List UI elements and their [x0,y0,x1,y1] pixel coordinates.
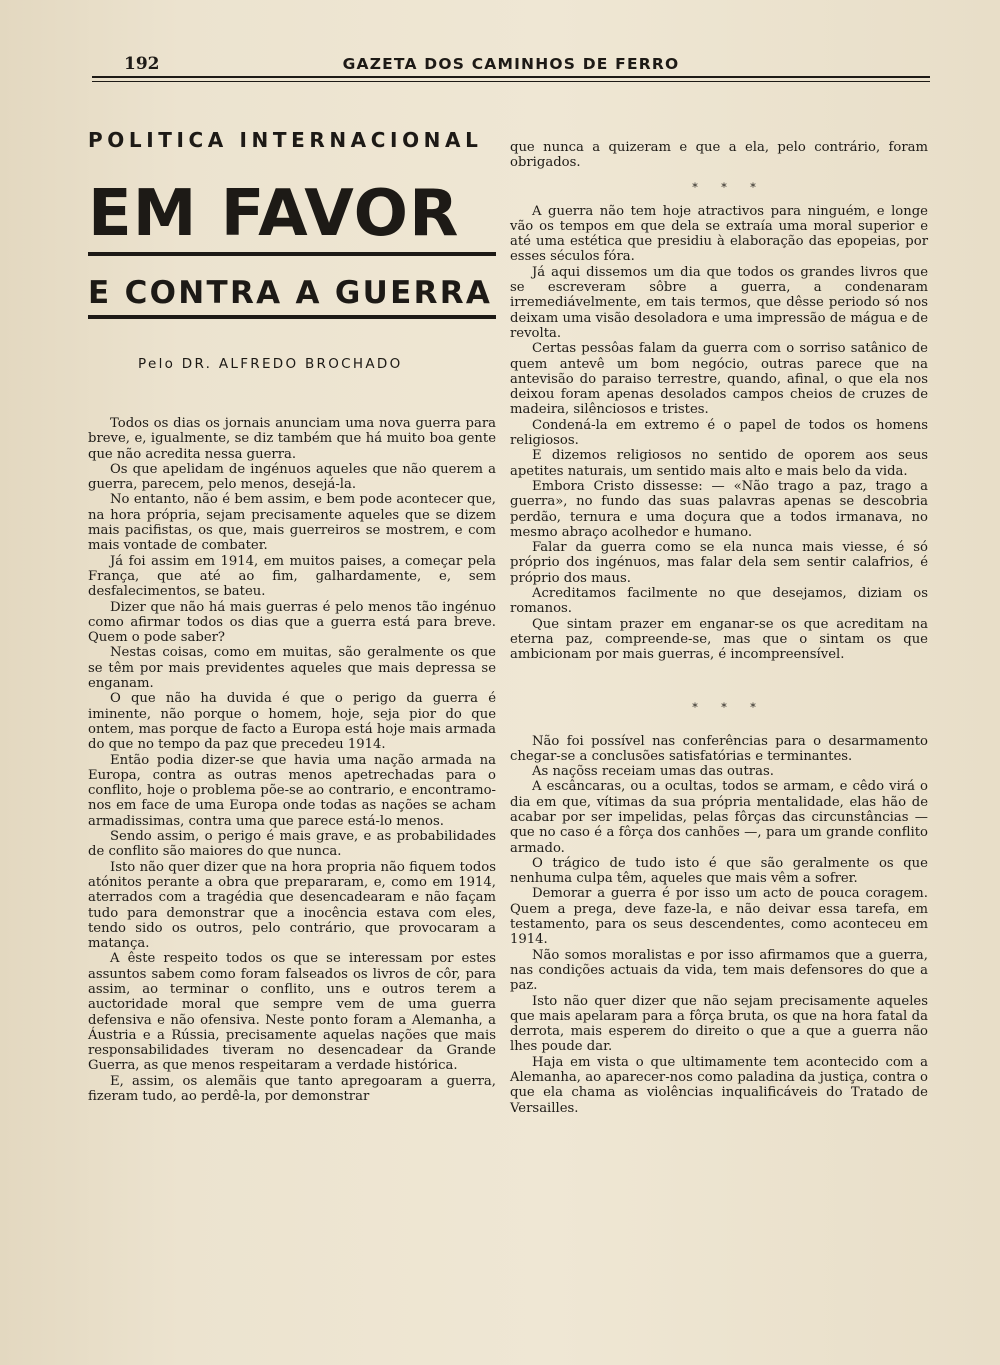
paragraph: Embora Cristo dissesse: — «Não trago a paz, trago a guerra», no fundo das suas palavras apenas se descobria perdão, ternura e uma doçura que a todos irmanava, no mesmo abraço acolhedor e humano. [510,478,928,540]
paragraph: Certas pessôas falam da guerra com o sorriso satânico de quem antevê um bom negócio, outras parece que na antevisão do paraiso terrestre, quando, afinal, o que ela nos deixou foram apenas desolados campos cheios de cruzes de madeira, silênciosos e tristes. [510,341,928,418]
paragraph: Isto não quer dizer que na hora propria não fiquem todos atónitos perante a obra que prepararam, e, como em 1914, aterrados com a tragédia que desencadearam e não façam tudo para demonstrar que a inocência estava com eles, tendo sido os outros, pelo contrário, que provocaram a matança. [88,859,496,952]
paragraph: Não somos moralistas e por isso afirmamos que a guerra, nas condições actuais da vida, tem mais defensores do que a paz. [510,947,928,994]
journal-title: GAZETA DOS CAMINHOS DE FERRO [342,55,680,73]
paragraph: E, assim, os alemãis que tanto apregoaram a guerra, fizeram tudo, ao perdê-la, por demonstrar [88,1073,496,1105]
paragraph: A êste respeito todos os que se interessam por estes assuntos sabem como foram falseados os livros de côr, para assim, ao terminar o conflito, uns e outros terem a auctoridade moral que sempre vem de uma guerra defensiva e não ofensiva. Neste ponto foram a Alemanha, a Áustria e a Rússia, precisamente aquelas nações que mais responsabilidades tiveram no desencadear da Grande Guerra, as que menos respeitaram a verdade histórica. [88,951,496,1074]
section-separator: * * * [692,180,766,194]
paragraph: O que não ha duvida é que o perigo da guerra é iminente, não porque o homem, hoje, seja pior do que ontem, mas porque de facto a Europa está hoje mais armada do que no tempo da paz que precedeu 1914. [88,691,496,753]
byline: Pelo DR. ALFREDO BROCHADO [138,356,403,372]
paragraph: Então podia dizer-se que havia uma nação armada na Europa, contra as outras menos apetrechadas para o conflito, hoje o problema põe-se ao contrario, e encontramo-nos em face de uma Europa onde todas as nações se acham armadissimas, contra uma que parece está-lo menos. [88,752,496,829]
left-body [88,416,496,1104]
paragraph: A escâncaras, ou a ocultas, todos se armam, e cêdo virá o dia em que, vítimas da sua própria mentalidade, elas hão de acabar por ser impelidas, pelas fôrças das circunstâncias — que no caso é a fôrça dos canhões —, para um grande conflito armado. [510,779,928,856]
paragraph: Dizer que não há mais guerras é pelo menos tão ingénuo como afirmar todos os dias que a guerra está para breve. Quem o pode saber? [88,599,496,646]
headline-rule [88,252,496,256]
paragraph: Que sintam prazer em enganar-se os que acreditam na eterna paz, compreende-se, mas que o sintam os que ambicionam por mais guerras, é incompreensível. [510,616,928,663]
paragraph: Os que apelidam de ingénuos aqueles que não querem a guerra, parecem, pelo menos, desejá-la. [88,461,496,493]
paragraph: Haja em vista o que ultimamente tem acontecido com a Alemanha, ao aparecer-nos como paladina da justiça, contra o que ela chama as violências inqualificáveis do Tratado de Versailles. [510,1054,928,1116]
article-subheadline: E CONTRA A GUERRA [88,275,493,311]
page-number: 192 [124,54,160,74]
header-rule [92,76,930,78]
paragraph: Falar da guerra como se ela nunca mais viesse, é só próprio dos ingénuos, mas falar dela sem sentir calafrios, é próprio dos maus. [510,540,928,586]
paragraph: Todos os dias os jornais anunciam uma nova guerra para breve, e, igualmente, se diz também que há muito boa gente que não acredita nessa guerra. [88,416,496,462]
paragraph: As naçõss receiam umas das outras. [532,764,774,780]
paragraph-continuation: que nunca a quizeram e que a ela, pelo contrário, foram obrigados. [510,140,928,171]
header-rule-thin [92,81,930,82]
paragraph: No entanto, não é bem assim, e bem pode acontecer que, na hora própria, sejam precisamente aqueles que se dizem mais pacifistas, os que, mais guerreiros se mostrem, e com mais vontade de combater. [88,492,496,554]
section-label: POLITICA INTERNACIONAL [88,128,483,152]
right-column [510,140,928,1116]
paragraph: Nestas coisas, como em muitas, são geralmente os que se têm por mais previdentes aqueles que mais depressa se enganam. [88,645,496,692]
left-column [88,128,496,1104]
paragraph: Já foi assim em 1914, em muitos paises, a começar pela França, que até ao fim, galhardamente, e, sem desfalecimentos, se bateu. [88,553,496,600]
paragraph: Condená-la em extremo é o papel de todos os homens religiosos. [510,417,928,449]
paragraph: O trágico de tudo isto é que são geralmente os que nenhuma culpa têm, aqueles que mais vêm a sofrer. [510,855,928,887]
section-separator: * * * [692,700,766,714]
paragraph: Acreditamos facilmente no que desejamos, diziam os romanos. [510,586,928,617]
paragraph: Já aqui dissemos um dia que todos os grandes livros que se escreveram sôbre a guerra, a condenaram irremediávelmente, em tais termos, que dêsse periodo só nos deixam uma visão desoladora e uma impressão de mágua e de revolta. [510,264,928,341]
paragraph: Demorar a guerra é por isso um acto de pouca coragem. Quem a prega, deve faze-la, e não deivar essa tarefa, em testamento, para os seus descendentes, como aconteceu em 1914. [510,886,928,948]
paragraph: E dizemos religiosos no sentido de oporem aos seus apetites naturais, um sentido mais alto e mais belo da vida. [510,448,928,479]
article-headline: EM FAVOR [88,177,460,251]
paragraph: Não foi possível nas conferências para o desarmamento chegar-se a conclusões satisfatórias e terminantes. [510,733,928,764]
subheadline-rule [88,315,496,319]
paragraph: Sendo assim, o perigo é mais grave, e as probabilidades de conflito são maiores do que nunca. [88,829,496,860]
page-header [92,50,930,86]
paragraph: Isto não quer dizer que não sejam precisamente aqueles que mais apelaram para a fôrça bruta, os que na hora fatal da derrota, mais esperem do direito o que a que a guerra não lhes poude dar. [510,993,928,1055]
paragraph: A guerra não tem hoje atractivos para ninguém, e longe vão os tempos em que dela se extraía uma moral superior e até uma estética que presidiu à elaboração das epopeias, por esses séculos fóra. [510,203,928,265]
